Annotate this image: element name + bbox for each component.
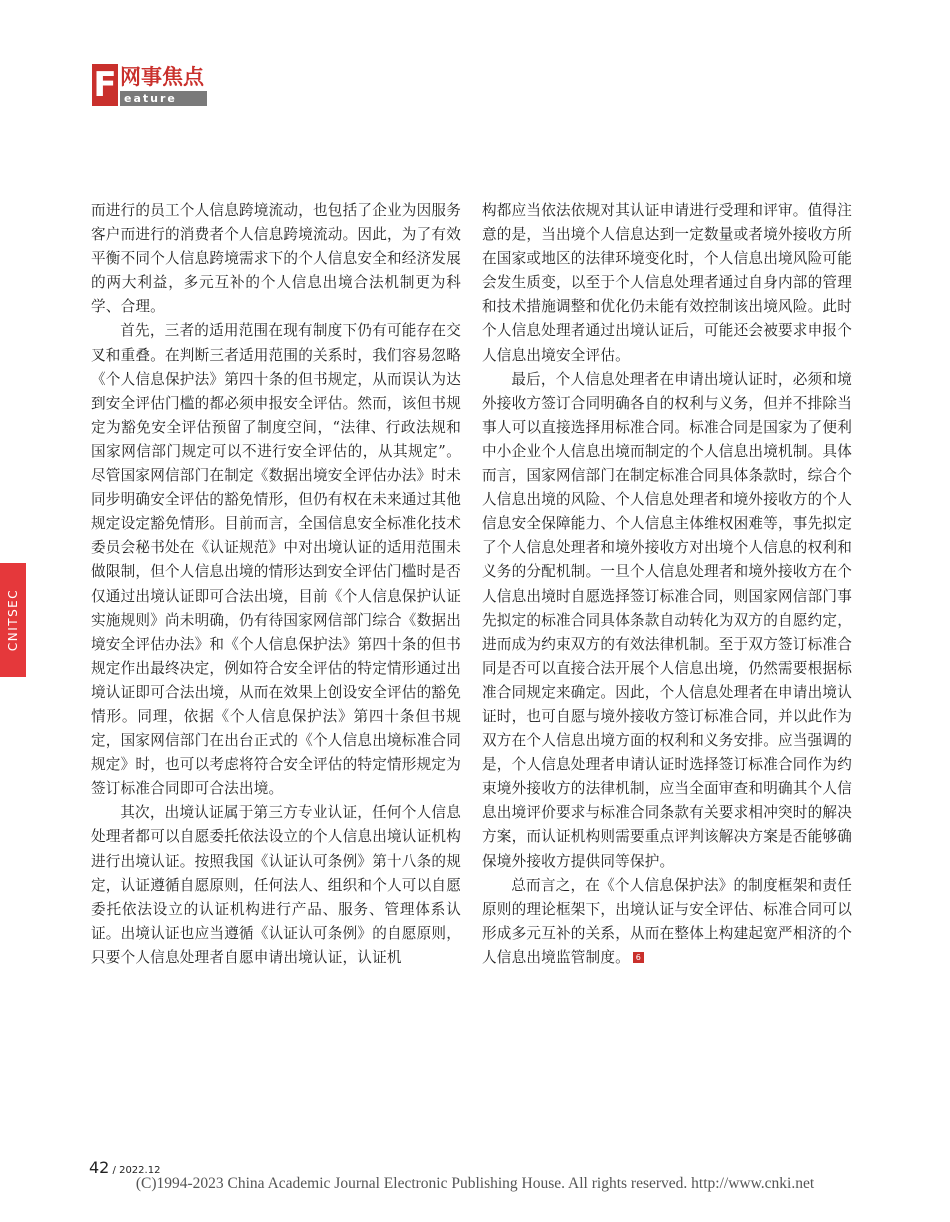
page-number: 42 [89, 1158, 110, 1177]
paragraph: 首先，三者的适用范围在现有制度下仍有可能存在交叉和重叠。在判断三者适用范围的关系时，我们容易忽略《个人信息保护法》第四十条的但书规定，从而误认为达到安全评估门槛的都必须申报安全评估。然而，该但书规定为豁免安全评估预留了制度空间，“法律、行政法规和国家网信部门规定可以不进行安全评估的，从其规定”。尽管国家网信部门在制定《数据出境安全评估办法》时未同步明确安全评估的豁免情形，但仍有权在未来通过其他规定设定豁免情形。目前而言，全国信息安全标准化技术委员会秘书处在《认证规范》中对出境认证的适用范围未做限制，但个人信息出境的情形达到安全评估门槛时是否仅通过出境认证即可合法出境，目前《个人信息保护认证实施规则》尚未明确，仍有待国家网信部门综合《数据出境安全评估办法》和《个人信息保护法》第四十条的但书规定作出最终决定，例如符合安全评估的特定情形通过出境认证即可合法出境，从而在效果上创设安全评估的豁免情形。同理，依据《个人信息保护法》第四十条但书规定，国家网信部门在出台正式的《个人信息出境标准合同规定》时，也可以考虑将符合安全评估的特定情形规定为签订标准合同即可合法出境。 [91, 322, 461, 798]
left-column [91, 199, 461, 970]
paragraph [482, 874, 852, 970]
paragraph: 而进行的员工个人信息跨境流动，也包括了企业为因服务客户而进行的消费者个人信息跨境流动。因此，为了有效平衡不同个人信息跨境需求下的个人信息安全和经济发展的两大利益，多元互补的个人信息出境合法机制更为科学、合理。 [91, 202, 461, 316]
column-title: 网事焦点 [120, 65, 204, 89]
side-tab [0, 563, 26, 677]
feature-logo-letter: F [93, 65, 117, 105]
column-subtitle: eature [120, 91, 207, 106]
column-header [92, 64, 207, 108]
issue-date: / 2022.12 [109, 1165, 161, 1176]
end-mark-icon: 6 [633, 952, 644, 963]
right-column [482, 199, 852, 970]
paragraph: 构都应当依法依规对其认证申请进行受理和评审。值得注意的是，当出境个人信息达到一定数量或者境外接收方所在国家或地区的法律环境变化时，个人信息出境风险可能会发生质变，以至于个人信息处理者通过自身内部的管理和技术措施调整和优化仍未能有效控制该出境风险。此时个人信息处理者通过出境认证后，可能还会被要求申报个人信息出境安全评估。 [482, 202, 852, 364]
side-tab-label: CNITSEC [6, 588, 20, 652]
paragraph: 最后，个人信息处理者在申请出境认证时，必须和境外接收方签订合同明确各自的权利与义务，但并不排除当事人可以直接选择用标准合同。标准合同是国家为了便利中小企业个人信息出境而制定的个人信息出境机制。具体而言，国家网信部门在制定标准合同具体条款时，综合个人信息出境的风险、个人信息处理者和境外接收方的个人信息安全保障能力、个人信息主体维权困难等，事先拟定了个人信息处理者和境外接收方对出境个人信息的权利和义务的分配机制。一旦个人信息处理者和境外接收方在个人信息出境时自愿选择签订标准合同，则国家网信部门事先拟定的标准合同具体条款自动转化为双方的自愿约定，进而成为约束双方的有效法律机制。至于双方签订标准合同是否可以直接合法开展个人信息出境，仍然需要根据标准合同规定来确定。因此，个人信息处理者在申请出境认证时，也可自愿与境外接收方签订标准合同，并以此作为双方在个人信息出境方面的权利和义务安排。应当强调的是，个人信息处理者申请认证时选择签订标准合同作为约束境外接收方的法律机制，应当全面审查和明确其个人信息出境评价要求与标准合同条款有关要求相冲突时的解决方案，而认证机构则需要重点评判该解决方案是否能够确保境外接收方提供同等保护。 [482, 370, 852, 870]
paragraph: 其次，出境认证属于第三方专业认证，任何个人信息处理者都可以自愿委托依法设立的个人信息出境认证机构进行出境认证。按照我国《认证认可条例》第十八条的规定，认证遵循自愿原则，任何法人、组织和个人可以自愿委托依法设立的认证机构进行产品、服务、管理体系认证。出境认证也应当遵循《认证认可条例》的自愿原则，只要个人信息处理者自愿申请出境认证，认证机 [91, 804, 461, 966]
paragraph-text: 总而言之，在《个人信息保护法》的制度框架和责任原则的理论框架下，出境认证与安全评估、标准合同可以形成多元互补的关系，从而在整体上构建起宽严相济的个人信息出境监管制度。 [482, 876, 852, 966]
copyright-line: (C)1994-2023 China Academic Journal Electronic Publishing House. All rights reserved. http://www.cnki.net [135, 1175, 815, 1192]
